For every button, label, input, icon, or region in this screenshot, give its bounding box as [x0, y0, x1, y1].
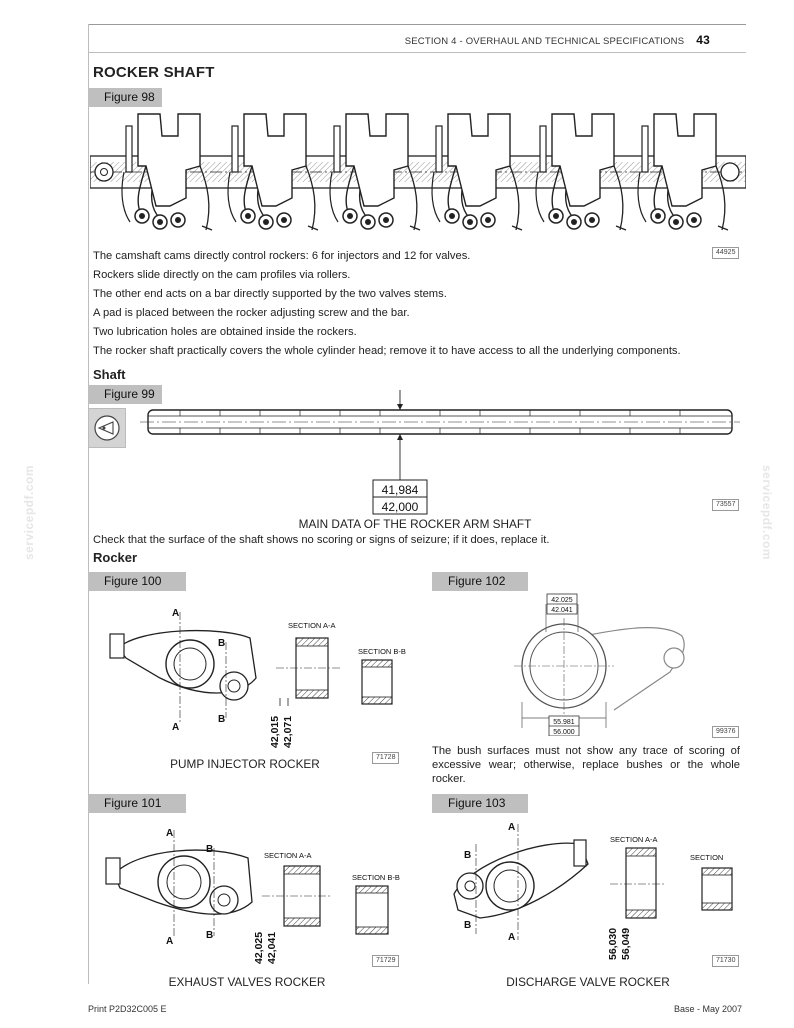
rocker-text-line-3: The other end acts on a bar directly supported by the two valves stems.	[93, 288, 447, 300]
running-header	[405, 33, 710, 47]
section-a-marker-top: A	[172, 608, 180, 619]
figure-99-ref: 73557	[712, 499, 739, 511]
shaft-dim-max: 41,984	[381, 483, 419, 497]
bush-inspection-text: The bush surfaces must not show any trace of scoring of excessive wear; otherwise, replace bushes or the whole rocker.	[432, 745, 740, 785]
figure-98-label: Figure 98	[88, 88, 162, 107]
pump-injector-rocker-drawing	[100, 598, 418, 758]
header-rule	[88, 24, 746, 25]
bush-seat-dim-max: 56.000	[553, 729, 575, 736]
section-b-marker-top: B	[206, 844, 214, 855]
section-a-marker-top: A	[166, 828, 174, 839]
section-a-marker-top: A	[508, 822, 516, 833]
rocker-text-line-2: Rockers slide directly on the cam profiles via rollers.	[93, 269, 351, 281]
figure-101-label: Figure 101	[88, 794, 186, 813]
figure-102-ref: 99376	[712, 726, 739, 738]
exhaust-rocker-bush-dim-max: 42,041	[266, 931, 278, 964]
figure-100-caption: PUMP INJECTOR ROCKER	[170, 757, 320, 771]
discharge-valve-rocker-drawing	[440, 814, 740, 964]
section-b-title: SECTION B-B	[352, 873, 400, 882]
bush-inner-dim-max: 42.041	[551, 607, 573, 614]
page-title: ROCKER SHAFT	[93, 64, 215, 81]
section-title: SECTION 4 - OVERHAUL AND TECHNICAL SPECIFICATIONS	[404, 36, 685, 47]
figure-100-ref: 71728	[372, 752, 399, 764]
left-margin-rule	[88, 24, 89, 984]
discharge-rocker-bush-dim-max: 56,049	[620, 927, 632, 960]
figure-101-ref: 71729	[372, 955, 399, 967]
section-b-marker-bottom: B	[464, 920, 472, 931]
exhaust-valves-rocker-drawing	[100, 818, 418, 968]
bush-seat-dim-min: 55.981	[553, 719, 575, 726]
figure-99-label: Figure 99	[88, 385, 162, 404]
shaft-dim-min: 42,000	[381, 500, 419, 514]
section-a-title: SECTION A-A	[610, 835, 658, 844]
footer-edition: Base - May 2007	[673, 1004, 742, 1014]
shaft-check-text: Check that the surface of the shaft shows no scoring or signs of seizure; if it does, replace it.	[93, 534, 550, 546]
section-a-marker-bottom: A	[508, 932, 516, 943]
footer-print-code: Print P2D32C005 E	[88, 1004, 167, 1014]
section-b-marker-bottom: B	[218, 714, 226, 725]
page-number: 43	[696, 33, 710, 47]
bush-inner-dim-min: 42.025	[551, 597, 573, 604]
section-a-title: SECTION A-A	[288, 621, 336, 630]
section-a-marker-bottom: A	[172, 722, 180, 733]
rocker-heading: Rocker	[93, 550, 138, 565]
rotation-view-icon	[88, 408, 126, 448]
discharge-rocker-bush-dim-min: 56,030	[607, 927, 619, 960]
header-rule-lower	[88, 52, 746, 53]
figure-103-label: Figure 103	[432, 794, 528, 813]
section-a-title: SECTION A-A	[264, 851, 312, 860]
section-b-marker-top: B	[464, 850, 472, 861]
rocker-text-line-1: The camshaft cams directly control rockers: 6 for injectors and 12 for valves.	[93, 250, 471, 262]
section-b-marker-bottom: B	[206, 930, 214, 941]
pump-rocker-bush-dim-min: 42,015	[269, 715, 281, 748]
shaft-caption: MAIN DATA OF THE ROCKER ARM SHAFT	[298, 517, 532, 531]
section-b-marker-top: B	[218, 638, 226, 649]
rocker-text-line-4: A pad is placed between the rocker adjusting screw and the bar.	[93, 307, 410, 319]
rocker-bush-drawing	[434, 592, 744, 736]
watermark-left: servicepdf.com	[22, 465, 36, 561]
rocker-text-line-5: Two lubrication holes are obtained inside the rockers.	[93, 326, 357, 338]
shaft-heading: Shaft	[93, 367, 126, 382]
figure-98-ref: 44925	[712, 247, 739, 259]
figure-100-label: Figure 100	[88, 572, 186, 591]
rocker-shaft-assembly-drawing	[90, 106, 746, 244]
figure-103-ref: 71730	[712, 955, 739, 967]
section-a-marker-bottom: A	[166, 936, 174, 947]
rocker-shaft-drawing	[140, 390, 740, 516]
figure-101-caption: EXHAUST VALVES ROCKER	[168, 975, 326, 989]
rocker-text-line-6: The rocker shaft practically covers the whole cylinder head; remove it to have access to all the underlying components.	[93, 345, 681, 357]
pump-rocker-bush-dim-max: 42,071	[282, 715, 294, 748]
figure-103-caption: DISCHARGE VALVE ROCKER	[506, 975, 670, 989]
section-b-title: SECTION B-B	[358, 647, 406, 656]
figure-102-label: Figure 102	[432, 572, 528, 591]
watermark-right: servicepdf.com	[760, 465, 774, 561]
section-b-title: SECTION	[690, 853, 724, 862]
exhaust-rocker-bush-dim-min: 42,025	[253, 931, 265, 964]
